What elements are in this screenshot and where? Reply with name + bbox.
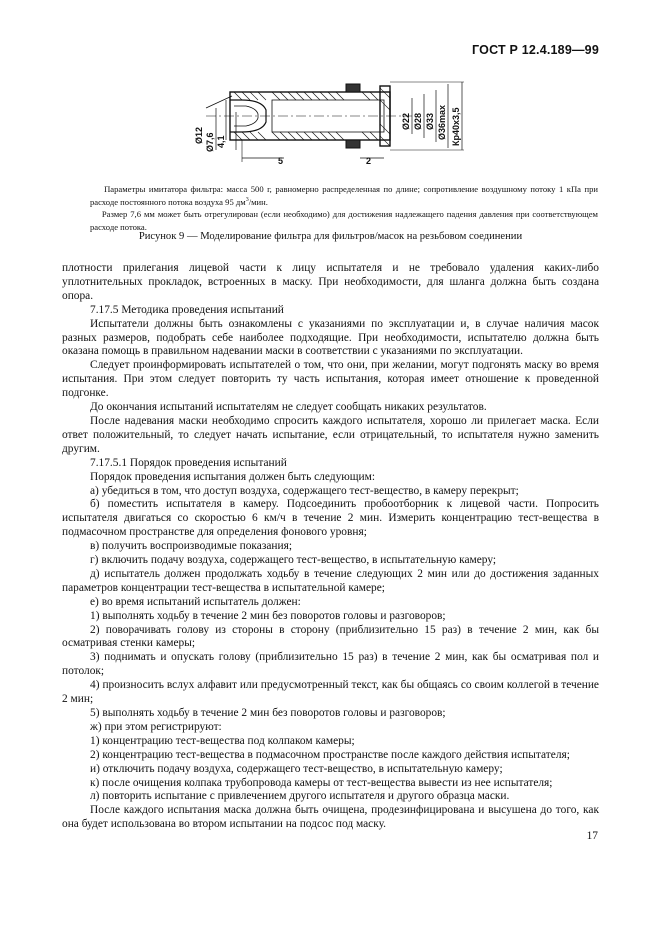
- paragraph: После каждого испытания маска должна быть очищена, продезинфицирована и высушена до того, как она будет использована во втором испытании на подсос под маску.: [62, 804, 599, 831]
- figure-notes: [90, 183, 598, 233]
- paragraph: д) испытатель должен продолжать ходьбу в течение следующих 2 мин или до достижения заданных параметров концентрации тест-вещества в испытательной камере;: [62, 567, 599, 594]
- dim-thread: Кр40х3,5: [451, 107, 461, 146]
- paragraph: е) во время испытаний испытатель должен:: [90, 595, 301, 608]
- document-header: ГОСТ Р 12.4.189—99: [472, 43, 599, 57]
- page-number: 17: [586, 830, 598, 842]
- dim-d33: Ø33: [425, 112, 435, 130]
- drawing-thread-bottom: [346, 140, 360, 148]
- paragraph: До окончания испытаний испытателям не следует сообщать никаких результатов.: [90, 401, 487, 414]
- dim-d28: Ø28: [413, 112, 423, 130]
- paragraph: 2) поворачивать голову из стороны в сторону (приблизительно 15 раз) в течение 2 мин, как бы осматривая стенки камеры;: [62, 623, 599, 650]
- paragraph: а) убедиться в том, что доступ воздуха, содержащего тест-вещество, в камеру перекрыт;: [90, 484, 519, 497]
- dim-d76: Ø7,6: [205, 132, 215, 152]
- paragraph: Испытатели должны быть ознакомлены с указаниями по эксплуатации и, в случае наличия масок разных размеров, подобрать себе наиболее подходящие. При необходимости, испытателю должна быть оказана помощь в правильном надевании маски в соответствии с указаниями по эксплуатации.: [62, 317, 599, 358]
- drawing-thread-top: [346, 84, 360, 92]
- paragraph: и) отключить подачу воздуха, содержащего тест-вещество, в испытательную камеру;: [90, 762, 503, 775]
- filter-simulator-drawing: [180, 78, 470, 178]
- drawing-leader: [206, 96, 232, 108]
- paragraph: ж) при этом регистрируют:: [90, 720, 222, 733]
- paragraph: г) включить подачу воздуха, содержащего тест-вещество, в испытательную камеру;: [90, 554, 497, 567]
- figure-caption: Рисунок 9 — Моделирование фильтра для фильтров/масок на резьбовом соединении: [138, 231, 523, 242]
- figure-note-2: Размер 7,6 мм может быть отрегулирован (если необходимо) для достижения надлежащего падения давления при соответствующем расходе потока.: [90, 209, 598, 232]
- paragraph: плотности прилегания лицевой части к лицу испытателя и не требовало удаления каких-либо уплотнительных прокладок, встроенных в маску. При необходимости, для шланга должна быть создана опора.: [62, 262, 599, 302]
- paragraph: б) поместить испытателя в камеру. Подсоединить пробоотборник к лицевой части. Попросить испытателя двигаться со скоростью 6 км/ч в течение 2 мин. Измерить концентрацию тест-вещества в подмасочном пространстве для определения фонового уровня;: [62, 498, 599, 539]
- paragraph: 4) произносить вслух алфавит или предусмотренный текст, как бы общаясь со своим коллегой в течение 2 мин;: [62, 679, 599, 706]
- dim-d12: Ø12: [194, 126, 204, 144]
- dim-d41: 4,1: [216, 135, 226, 148]
- paragraph: 7.17.5 Методика проведения испытаний: [90, 303, 284, 316]
- main-text: [62, 262, 599, 832]
- paragraph: 5) выполнять ходьбу в течение 2 мин без поворотов головы и разговоров;: [90, 707, 446, 719]
- paragraph: Порядок проведения испытания должен быть следующим:: [90, 470, 376, 483]
- figure-note-1: Параметры имитатора фильтра: масса 500 г, равномерно распределенная по длине; сопротивление воздушному потоку 1 кПа при расходе постоянного потока воздуха 95 $дм^3$/мин.: [90, 184, 598, 207]
- dim-len5: 5: [278, 156, 284, 166]
- dim-d22: Ø22: [401, 112, 411, 130]
- paragraph: 3) поднимать и опускать голову (приблизительно 15 раз) в течение 2 мин, как бы осматривая пол и потолок;: [62, 651, 599, 678]
- paragraph: После надевания маски необходимо спросить каждого испытателя, хорошо ли прилегает маска. Если ответ положительный, то следует начать испытание, если отрицательный, то испытателя нужно заменить другим.: [62, 414, 599, 455]
- paragraph: 1) выполнять ходьбу в течение 2 мин без поворотов головы и разговоров;: [90, 609, 446, 622]
- paragraph: 2) концентрацию тест-вещества в подмасочном пространстве после каждого действия испытателя;: [90, 748, 570, 761]
- paragraph: к) после очищения колпака трубопровода камеры от тест-вещества вывести из нее испытателя;: [90, 776, 553, 789]
- dim-d36: Ø36max: [437, 104, 447, 140]
- paragraph: л) повторить испытание с привлечением другого испытателя и другого образца маски.: [90, 790, 510, 803]
- paragraph: в) получить воспроизводимые показания;: [90, 540, 292, 553]
- paragraph: 1) концентрацию тест-вещества под колпаком камеры;: [90, 734, 355, 747]
- paragraph: 7.17.5.1 Порядок проведения испытаний: [90, 456, 287, 469]
- dim-len2: 2: [366, 156, 372, 166]
- paragraph: Следует проинформировать испытателей о том, что они, при желании, могут подгонять маску во время испытания. При этом следует повторить ту часть испытания, которая имеет отношение к проведенной подгонке.: [62, 359, 599, 400]
